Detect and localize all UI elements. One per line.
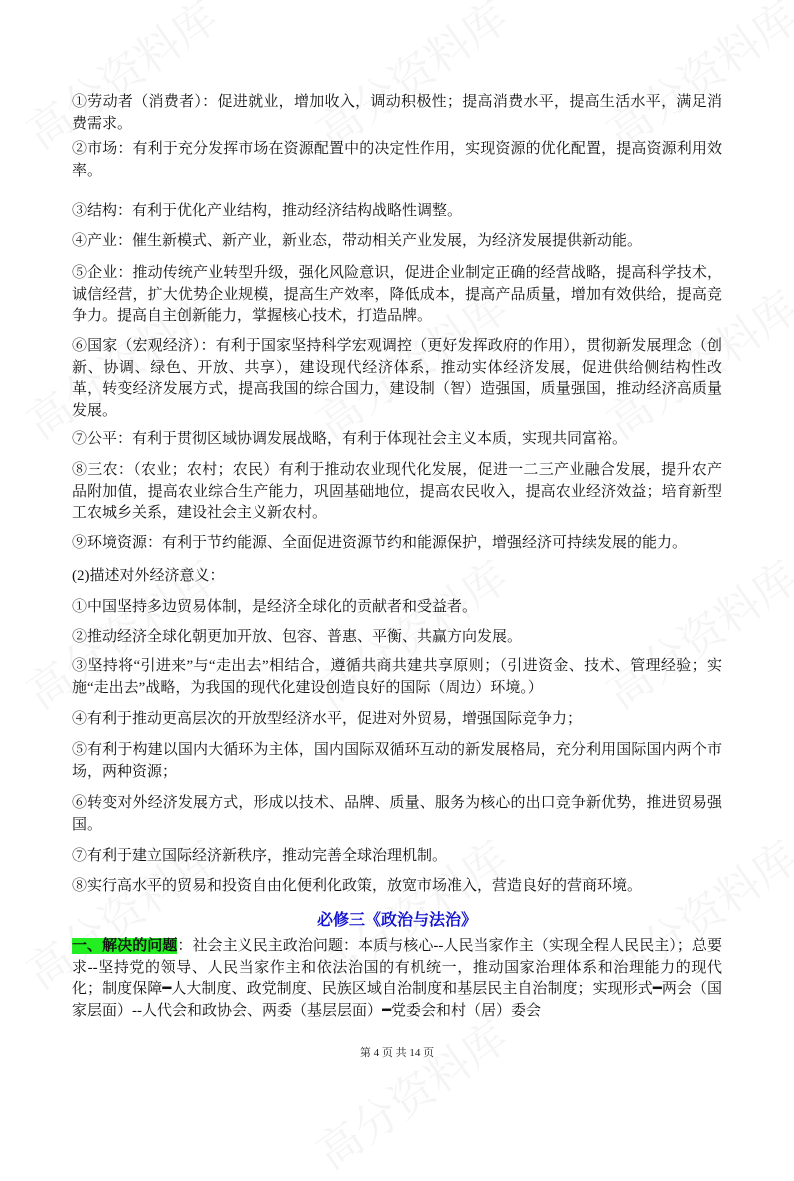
paragraph-market: ②市场：有利于充分发挥市场在资源配置中的决定性作用，实现资源的优化配置，提高资源利用效率。 [72, 141, 722, 179]
section-body: ：社会主义民主政治问题：本质与核心--人民当家作主（实现全程人民民主）；总要求--坚持党的领导、人民当家作主和依法治国的有机统一，推动国家治理体系和治理能力的现代化；制度保障━人大制度、政党制度、民族区域自治制度和基层民主自治制度；实现形式━两会（国家层面）--人代会和政协会、两委（基层层面）━党委会和村（居）委会 [72, 938, 722, 1019]
watermark [12, 0, 229, 161]
paragraph-foreign-1: ①中国坚持多边贸易体制，是经济全球化的贡献者和受益者。 [72, 599, 478, 615]
watermark [302, 1003, 519, 1181]
paragraph-foreign-7: ⑦有利于建立国际经济新秩序，推动完善全球治理机制。 [72, 848, 448, 864]
page-footer: 第 4 页 共 14 页 [359, 1047, 435, 1059]
paragraph-foreign-4: ④有利于推动更高层次的开放型经济水平，促进对外贸易，增强国际竞争力； [72, 711, 583, 727]
paragraph-foreign-2: ②推动经济全球化朝更加开放、包容、普惠、平衡、共赢方向发展。 [72, 629, 523, 645]
paragraph-fairness: ⑦公平：有利于贯彻区域协调发展战略，有利于体现社会主义本质，实现共同富裕。 [72, 431, 628, 447]
paragraph-laborer: ①劳动者（消费者）：促进就业，增加收入，调动积极性；提高消费水平，提高生活水平，满足消费需求。 [72, 94, 722, 132]
paragraph-environment: ⑨环境资源：有利于节约能源、全面促进资源节约和能源保护，增强经济可持续发展的能力。 [72, 535, 688, 551]
section-paragraph [72, 936, 722, 1022]
paragraph-foreign-3: ③坚持将“引进来”与“走出去”相结合，遵循共商共建共享原则；（引进资金、技术、管理经验；实施“走出去”战略，为我国的现代化建设创造良好的国际（周边）环境。） [72, 658, 722, 696]
paragraph-foreign-8: ⑧实行高水平的贸易和投资自由化便利化政策，放宽市场准入，营造良好的营商环境。 [72, 878, 643, 894]
paragraph-industry: ④产业：催生新模式、新产业，新业态，带动相关产业发展，为经济发展提供新动能。 [72, 233, 643, 249]
paragraph-structure: ③结构：有利于优化产业结构，推动经济结构战略性调整。 [72, 203, 463, 219]
watermark [592, 0, 794, 161]
paragraph-nation: ⑥国家（宏观经济）：有利于国家坚持科学宏观调控（更好发挥政府的作用），贯彻新发展理念（创新、协调、绿色、开放、共享），建设现代经济体系，推动实体经济发展，促进供给侧结构性改革，转变经济发展方式，提高我国的综合国力，建设制（智）造强国，质量强国，推动经济高质量发展。 [72, 338, 722, 419]
section-title: 必修三《政治与法治》 [316, 912, 477, 929]
paragraph-foreign-6: ⑥转变对外经济发展方式，形成以技术、品牌、质量、服务为核心的出口竞争新优势，推进贸易强国。 [72, 795, 722, 833]
paragraph-subheading: (2)描述对外经济意义： [72, 568, 225, 584]
highlighted-heading: 一、解决的问题 [72, 938, 178, 954]
paragraph-enterprise: ⑤企业：推动传统产业转型升级，强化风险意识，促进企业制定正确的经营战略，提高科学技术，诚信经营，扩大优势企业规模，提高生产效率，降低成本，提高产品质量，增加有效供给，提高竞争力。提高自主创新能力，掌握核心技术，打造品牌。 [72, 265, 722, 324]
watermark [302, 0, 519, 161]
paragraph-foreign-5: ⑤有利于构建以国内大循环为主体，国内国际双循环互动的新发展格局，充分利用国际国内两个市场，两种资源； [72, 742, 722, 780]
paragraph-agriculture: ⑧三农：（农业；农村；农民）有利于推动农业现代化发展，促进一二三产业融合发展，提升农产品附加值，提高农业综合生产能力，巩固基础地位，提高农民收入，提高农业经济效益；培育新型工农城乡关系，建设社会主义新农村。 [72, 462, 722, 521]
